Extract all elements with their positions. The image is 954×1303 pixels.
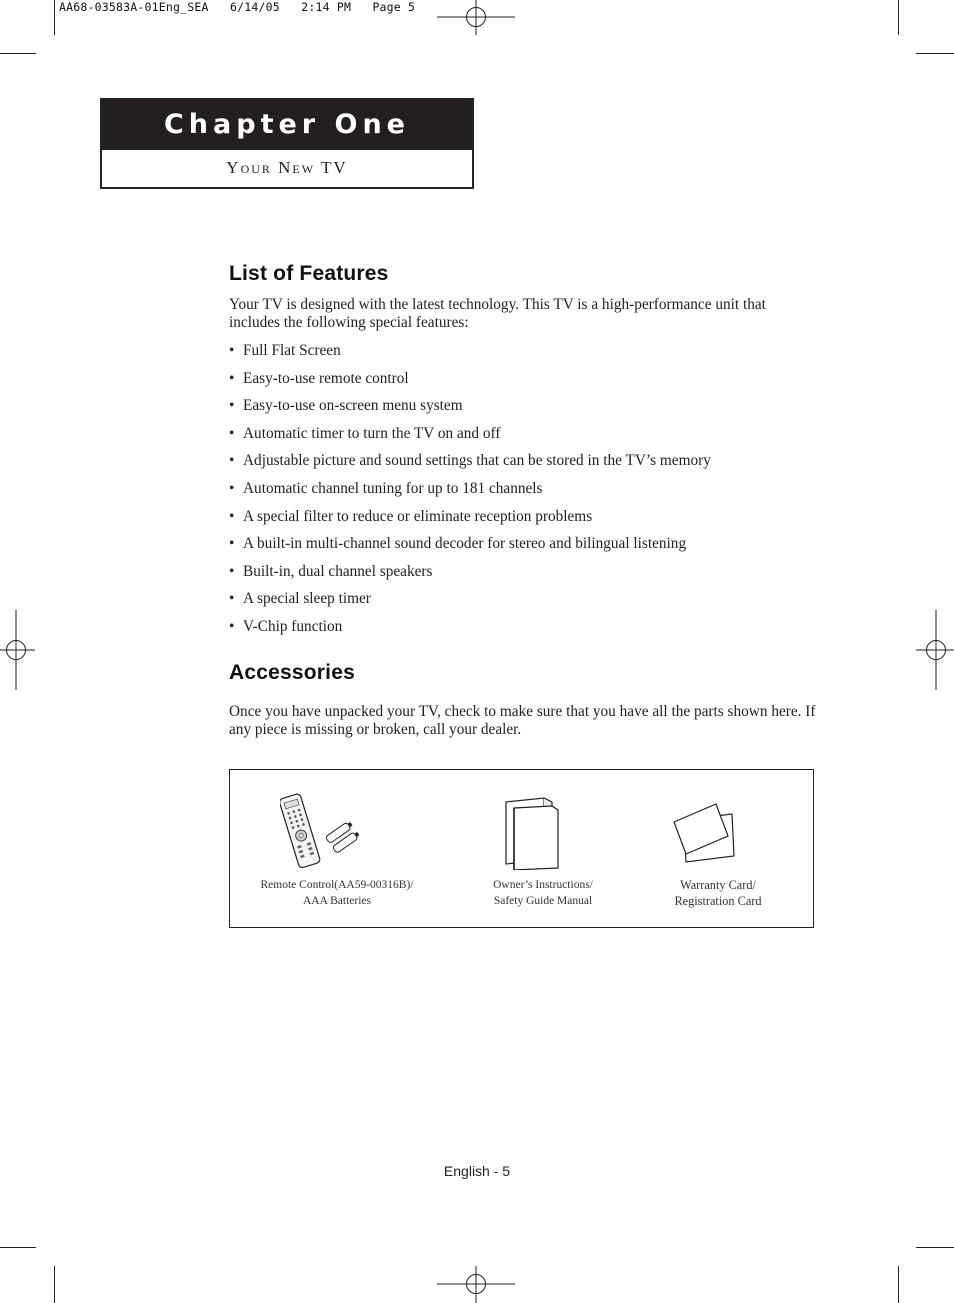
list-item: • Easy-to-use on-screen menu system	[229, 397, 819, 415]
page-number: English - 5	[443, 1163, 511, 1179]
list-item: • Automatic timer to turn the TV on and off	[229, 425, 819, 443]
list-item: • Built-in, dual channel speakers	[229, 563, 819, 581]
list-item: • A built-in multi-channel sound decoder for stereo and bilingual listening	[229, 535, 819, 553]
crop-mark-top-left-horizontal	[0, 53, 36, 54]
features-heading: List of Features	[229, 262, 389, 285]
chapter-subtitle: Your New TV	[226, 158, 348, 177]
crop-mark-bottom-right-horizontal	[916, 1247, 954, 1248]
list-item: • A special sleep timer	[229, 590, 819, 608]
accessory-warranty-caption: Warranty Card/ Registration Card	[674, 878, 762, 908]
features-intro: Your TV is designed with the latest technology. This TV is a high-performance unit that includes the following special features:	[229, 296, 766, 331]
registration-mark-top-icon	[437, 0, 517, 36]
main-content	[229, 262, 819, 739]
accessories-intro: Once you have unpacked your TV, check to make sure that you have all the parts shown here. If any piece is missing or broken, call your dealer.	[229, 702, 816, 738]
list-item: • Full Flat Screen	[229, 342, 819, 360]
list-item: • Adjustable picture and sound settings that can be stored in the TV’s memory	[229, 452, 819, 470]
registration-mark-right-icon	[916, 610, 954, 690]
crop-mark-top-right-horizontal	[916, 53, 954, 54]
accessory-remote-caption: Remote Control(AA59-00316B)/ AAA Batteries	[260, 879, 414, 907]
remote-control-icon	[280, 788, 366, 868]
list-item: • A special filter to reduce or eliminate reception problems	[229, 508, 819, 526]
print-slug: AA68-03583A-01Eng_SEA 6/14/05 2:14 PM Page 5	[59, 0, 416, 14]
crop-mark-top-left-vertical	[54, 0, 55, 35]
warranty-card-icon	[672, 802, 738, 866]
crop-mark-bottom-left-vertical	[54, 1266, 55, 1303]
chapter-header	[100, 98, 474, 189]
crop-mark-bottom-right-vertical	[898, 1266, 899, 1303]
accessories-box	[229, 769, 814, 928]
crop-mark-top-right-vertical	[898, 0, 899, 35]
accessory-manual-caption: Owner’s Instructions/ Safety Guide Manual	[493, 879, 593, 907]
crop-mark-bottom-left-horizontal	[0, 1247, 36, 1248]
registration-mark-left-icon	[0, 610, 36, 690]
list-item: • Automatic channel tuning for up to 181 channels	[229, 480, 819, 498]
chapter-title: Chapter One	[102, 100, 472, 150]
list-item: • V-Chip function	[229, 618, 819, 636]
accessories-heading: Accessories	[229, 660, 355, 684]
manual-booklet-icon	[500, 796, 562, 870]
list-item: • Easy-to-use remote control	[229, 370, 819, 388]
registration-mark-bottom-icon	[437, 1266, 517, 1303]
features-list	[229, 342, 819, 636]
